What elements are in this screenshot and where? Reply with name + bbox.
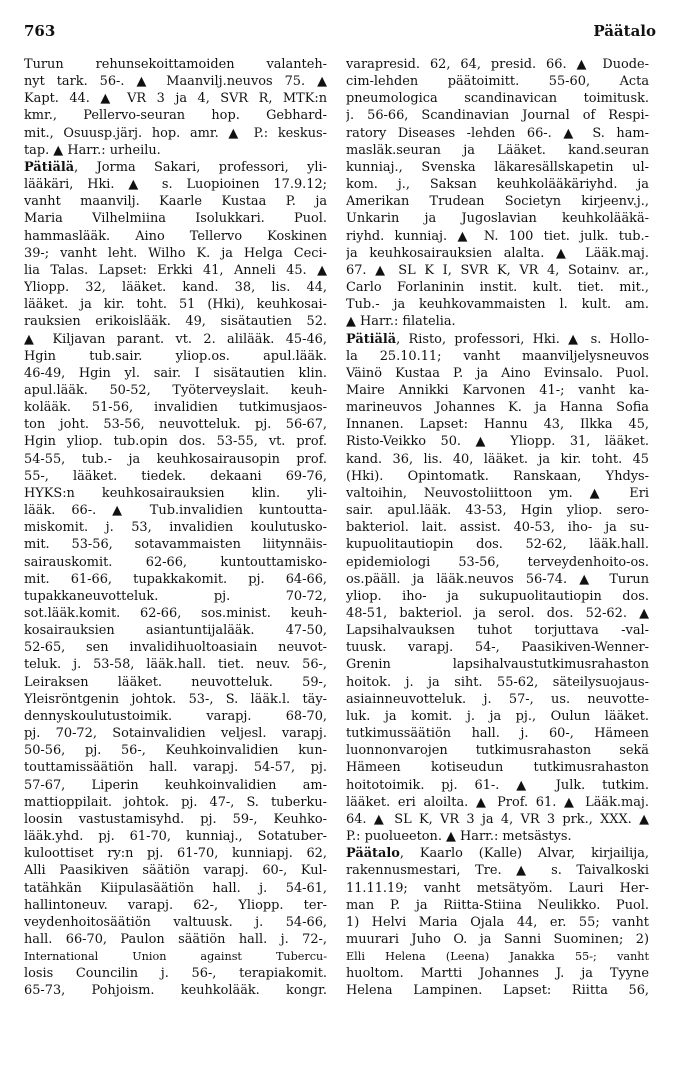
- text-line: Innanen. Lapset: Hannu 43, Ilkka 45,: [346, 417, 649, 433]
- text-line: hoitok. j. ja siht. 55-62, säteilysuojaus-: [346, 674, 649, 690]
- text-line: 57-67, Liperin keuhkoinvalidien am-: [24, 777, 327, 793]
- text-line: lääket. eri aloilta. ▲ Prof. 61. ▲ Lääk.maj.: [346, 794, 649, 810]
- right-column: [346, 56, 649, 1000]
- text-line: 65-73, Pohjoism. keuhkolääk. kongr.: [24, 983, 327, 999]
- text-line: cim-lehden päätoimitt. 55-60, Acta: [346, 74, 649, 90]
- text-line: veydenhoitosäätiön valtuusk. j. 54-66,: [24, 914, 327, 930]
- text-line: masläk.seuran ja Lääket. kand.seuran: [346, 142, 649, 158]
- text-line: kand. 36, lis. 40, lääket. ja kir. toht. 45: [346, 451, 649, 467]
- text-line: rauksien erikoislääk. 49, sisätautien 52.: [24, 314, 327, 330]
- text-line: lia Talas. Lapset: Erkki 41, Anneli 45. ▲: [24, 262, 327, 278]
- text-line: miskomit. j. 53, invalidien koulutusko-: [24, 520, 327, 536]
- text-line: Yleisröntgenin johtok. 53-, S. lääk.l. täy-: [24, 691, 327, 707]
- text-line: P.: puolueeton. ▲ Harr.: metsästys.: [346, 829, 572, 845]
- text-line: varapresid. 62, 64, presid. 66. ▲ Duode-: [346, 57, 649, 72]
- text-line: Väinö Kustaa P. ja Aino Evinsalo. Puol.: [346, 365, 649, 381]
- text-line: ja keuhkosairauksien alalta. ▲ Lääk.maj.: [346, 245, 649, 261]
- text-line: Tub.- ja keuhkovammaisten l. kult. am.: [346, 297, 649, 313]
- left-column: [24, 56, 327, 1000]
- text-line: loosin vastustamisyhd. pj. 59-, Keuhko-: [24, 811, 327, 827]
- text-line: lääkäri, Hki. ▲ s. Luopioinen 17.9.12;: [24, 177, 327, 193]
- text-line: yliop. iho- ja sukupuolitautiopin dos.: [346, 588, 649, 604]
- text-line: Hgin yliop. tub.opin dos. 53-55, vt. prof.: [24, 434, 327, 450]
- text-line: pneumologica scandinavican toimitusk.: [346, 91, 649, 107]
- text-line: kolääk. 51-56, invalidien tutkimusjaos-: [24, 400, 327, 416]
- text-line: lääk.yhd. pj. 61-70, kunniaj., Sotatuber-: [24, 829, 327, 845]
- text-line: Carlo Forlaninin instit. kult. tiet. mit.,: [346, 280, 649, 296]
- text-line: tupakkaneuvotteluk. pj. 70-72,: [24, 588, 327, 604]
- text-line: touttamissäätiön hall. varapj. 54-57, pj.: [24, 760, 327, 776]
- text-line: losis Councilin j. 56-, terapiakomit.: [24, 966, 327, 982]
- text-line: j. 56-66, Scandinavian Journal of Respi-: [346, 108, 649, 124]
- text-line: Päätalo, Kaarlo (Kalle) Alvar, kirjailija,: [346, 846, 649, 862]
- text-line: marineuvos Johannes K. ja Hanna Sofia: [346, 400, 649, 416]
- text-line: 11.11.19; vanht metsätyöm. Lauri Her-: [346, 880, 649, 896]
- text-line: 46-49, Hgin yl. sair. I sisätautien klin.: [24, 365, 327, 381]
- text-line: huoltom. Martti Johannes J. ja Tyyne: [346, 966, 649, 982]
- text-line: vanht maanvilj. Kaarle Kustaa P. ja: [24, 194, 327, 210]
- text-line: (Hki). Opintomatk. Ranskaan, Yhdys-: [346, 468, 649, 484]
- text-line: Lapsihalvauksen tuhot torjuttava -val-: [346, 623, 649, 639]
- text-line: muurari Juho O. ja Sanni Suominen; 2): [346, 931, 649, 947]
- text-line: epidemiologi 53-56, terveydenhoito-os.: [346, 554, 649, 570]
- text-line: lääket. ja kir. toht. 51 (Hki), keuhkosai-: [24, 297, 327, 313]
- text-line: 67. ▲ SL K I, SVR K, VR 4, Sotainv. ar.,: [346, 262, 649, 278]
- text-line: la 25.10.11; vanht maanviljelysneuvos: [346, 348, 649, 364]
- text-line: kuloottiset ry:n pj. 61-70, kunniapj. 62,: [24, 846, 327, 862]
- text-line: tap. ▲ Harr.: urheilu.: [24, 142, 161, 158]
- text-line: nyt tark. 56-. ▲ Maanvilj.neuvos 75. ▲: [24, 74, 327, 90]
- text-line: hammaslääk. Aino Tellervo Koskinen: [24, 228, 327, 244]
- text-line: 54-55, tub.- ja keuhkosairausopin prof.: [24, 451, 327, 467]
- text-line: International Union against Tubercu-: [24, 950, 327, 964]
- text-line: kmr., Pellervo-seuran hop. Gebhard-: [24, 108, 327, 124]
- text-line: ratory Diseases -lehden 66-. ▲ S. ham-: [346, 125, 649, 141]
- text-line: HYKS:n keuhkosairauksien klin. yli-: [24, 485, 327, 501]
- text-line: apul.lääk. 50-52, Työterveyslait. keuh-: [24, 382, 327, 398]
- text-line: kunniaj., Svenska läkaresällskapetin ul-: [346, 159, 649, 175]
- text-line: Leiraksen lääket. neuvotteluk. 59-,: [24, 674, 327, 690]
- text-line: teluk. j. 53-58, lääk.hall. tiet. neuv. 56-,: [24, 657, 327, 673]
- text-line: Hämeen kotiseudun tutkimusrahaston: [346, 760, 649, 776]
- text-line: Risto-Veikko 50. ▲ Yliopp. 31, lääket.: [346, 434, 649, 450]
- text-line: ton joht. 53-56, neuvotteluk. pj. 56-67,: [24, 417, 327, 433]
- text-line: rakennusmestari, Tre. ▲ s. Taivalkoski: [346, 863, 649, 879]
- text-line: 1) Helvi Maria Ojala 44, er. 55; vanht: [346, 914, 649, 930]
- text-line: 55-, lääket. tiedek. dekaani 69-76,: [24, 468, 327, 484]
- running-head: Päätalo: [593, 22, 656, 40]
- text-line: hallintoneuv. varapj. 62-, Yliopp. ter-: [24, 897, 327, 913]
- text-line: Pätiälä, Risto, professori, Hki. ▲ s. Hollo-: [346, 331, 649, 347]
- text-line: Unkarin ja Jugoslavian keuhkolääkä-: [346, 211, 649, 227]
- text-line: mit. 61-66, tupakkakomit. pj. 64-66,: [24, 571, 327, 587]
- text-line: valtoihin, Neuvostoliittoon ym. ▲ Eri: [346, 485, 649, 501]
- text-line: luonnonvarojen tutkimusrahaston sekä: [346, 743, 649, 759]
- page-header: [24, 22, 656, 42]
- text-line: 39-; vanht leht. Wilho K. ja Helga Ceci-: [24, 245, 327, 261]
- text-line: asiainneuvotteluk. j. 57-, us. neuvotte-: [346, 691, 649, 707]
- text-line: Helena Lampinen. Lapset: Riitta 56,: [346, 983, 649, 999]
- text-line: 52-65, sen invalidihuoltoasiain neuvot-: [24, 640, 327, 656]
- text-line: kom. j., Saksan keuhkolääkäriyhd. ja: [346, 177, 649, 193]
- text-line: Turun rehunsekoittamoiden valanteh-: [24, 57, 327, 72]
- text-line: riyhd. kunniaj. ▲ N. 100 tiet. julk. tub.-: [346, 228, 649, 244]
- text-line: Maria Vilhelmiina Isolukkari. Puol.: [24, 211, 327, 227]
- text-line: Maire Annikki Karvonen 41-; vanht ka-: [346, 382, 649, 398]
- text-line: kosairauksien asiantuntijalääk. 47-50,: [24, 623, 327, 639]
- text-line: ▲ Kiljavan parant. vt. 2. alilääk. 45-46,: [24, 331, 327, 347]
- text-line: 48-51, bakteriol. ja serol. dos. 52-62. ▲: [346, 606, 649, 621]
- text-line: luk. ja komit. j. ja pj., Oulun lääket.: [346, 708, 649, 724]
- text-line: hoitotoimik. pj. 61-. ▲ Julk. tutkim.: [346, 777, 649, 793]
- text-line: 50-56, pj. 56-, Keuhkoinvalidien kun-: [24, 743, 327, 759]
- text-line: mit. 53-56, sotavammaisten liitynnäis-: [24, 537, 327, 553]
- text-line: mit., Osuusp.järj. hop. amr. ▲ P.: keskus-: [24, 125, 327, 141]
- text-line: Alli Paasikiven säätiön varapj. 60-, Kul-: [24, 863, 327, 879]
- text-line: bakteriol. lait. assist. 40-53, iho- ja su-: [346, 520, 649, 536]
- text-line: Amerikan Trudean Societyn kirjeenv.j.,: [346, 194, 649, 210]
- text-line: tuusk. varapj. 54-, Paasikiven-Wenner-: [346, 640, 649, 656]
- text-line: pj. 70-72, Sotainvalidien veljesl. varapj.: [24, 726, 327, 742]
- text-line: hall. 66-70, Paulon säätiön hall. j. 72-,: [24, 931, 327, 947]
- text-line: Grenin lapsihalvaustutkimusrahaston: [346, 657, 649, 673]
- text-line: dennyskoulutustoimik. varapj. 68-70,: [24, 708, 327, 724]
- page-number: 763: [24, 22, 56, 40]
- text-line: sairauskomit. 62-66, kuntouttamisko-: [24, 554, 327, 570]
- text-line: os.pääll. ja lääk.neuvos 56-74. ▲ Turun: [346, 571, 649, 587]
- text-line: Hgin tub.sair. yliop.os. apul.lääk.: [24, 348, 327, 364]
- text-line: sot.lääk.komit. 62-66, sos.minist. keuh-: [24, 606, 327, 621]
- text-line: ▲ Harr.: filatelia.: [346, 314, 456, 330]
- text-line: Yliopp. 32, lääket. kand. 38, lis. 44,: [24, 280, 327, 296]
- text-line: mattioppilait. johtok. pj. 47-, S. tuberku-: [24, 794, 327, 810]
- text-line: kupuolitautiopin dos. 52-62, lääk.hall.: [346, 537, 649, 553]
- text-line: lääk. 66-. ▲ Tub.invalidien kuntoutta-: [24, 503, 327, 519]
- text-line: tatähkän Kiipulasäätiön hall. j. 54-61,: [24, 880, 327, 896]
- text-line: man P. ja Riitta-Stiina Neulikko. Puol.: [346, 897, 649, 913]
- text-line: 64. ▲ SL K, VR 3 ja 4, VR 3 prk., XXX. ▲: [346, 811, 649, 827]
- text-line: Pätiälä, Jorma Sakari, professori, yli-: [24, 159, 327, 175]
- text-line: tutkimussäätiön hall. j. 60-, Hämeen: [346, 726, 649, 742]
- text-line: Elli Helena (Leena) Janakka 55-; vanht: [346, 950, 649, 964]
- text-line: Kapt. 44. ▲ VR 3 ja 4, SVR R, MTK:n: [24, 91, 327, 107]
- text-line: sair. apul.lääk. 43-53, Hgin yliop. sero-: [346, 503, 649, 519]
